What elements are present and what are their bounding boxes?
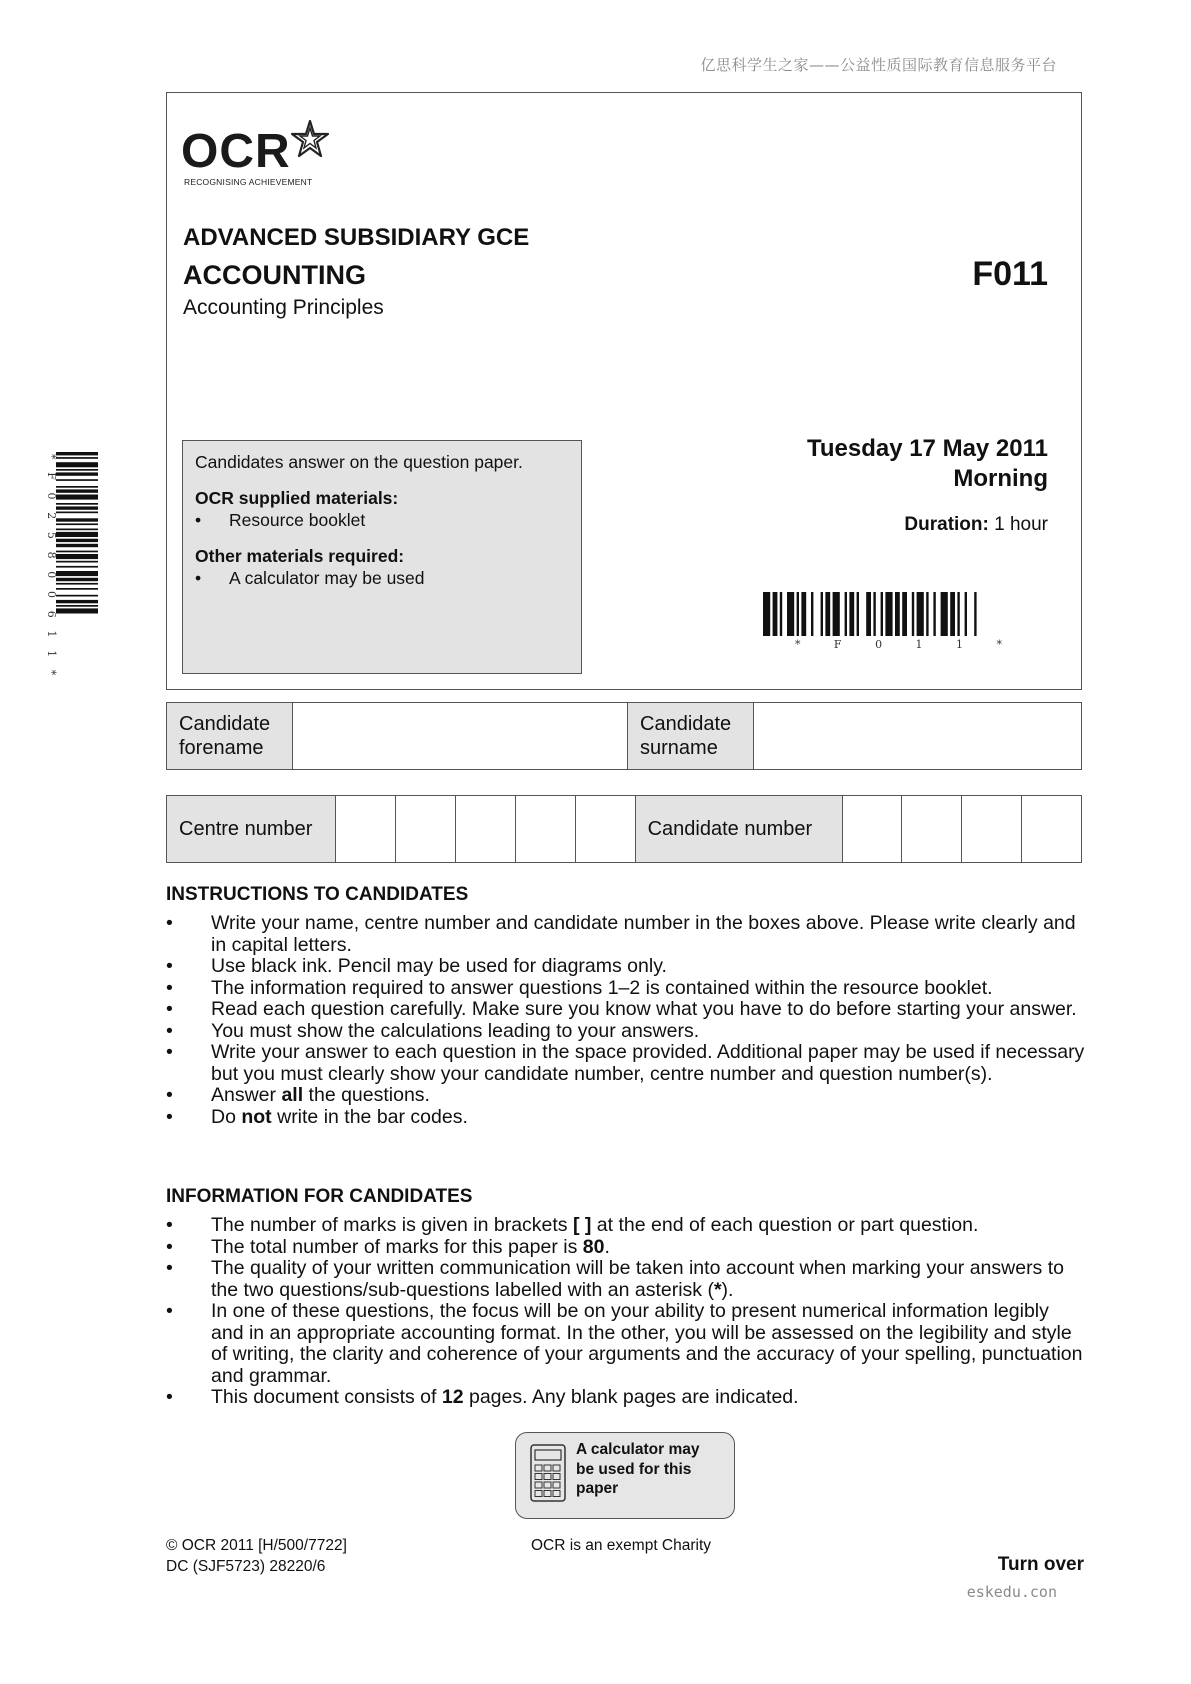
exam-date: Tuesday 17 May 2011: [806, 435, 1048, 462]
information-item: • The total number of marks for this paper is 80.: [166, 1235, 610, 1258]
right-barcode-caption: * F 0 1 1 *: [794, 638, 1018, 650]
centre-number-label: Centre number: [167, 796, 336, 863]
instruction-item: • Read each question carefully. Make sure you know what you have to do before starting your answer.: [166, 998, 1077, 1020]
star-logo-icon: [288, 118, 332, 162]
calculator-icon: [530, 1444, 566, 1502]
instruction-item: • Write your name, centre number and candidate number in the boxes above. Please write clearly and in capital letters.: [166, 912, 1076, 956]
information-item: • This document consists of 12 pages. Any blank pages are indicated.: [166, 1386, 799, 1408]
candidate-number-box[interactable]: [902, 796, 962, 863]
barcode-left-icon: [40, 452, 100, 682]
materials-box: [182, 440, 582, 674]
candidate-number-box[interactable]: [962, 796, 1022, 863]
forename-field[interactable]: [293, 703, 628, 770]
instructions-heading: INSTRUCTIONS TO CANDIDATES: [166, 884, 469, 905]
qualification-title: ADVANCED SUBSIDIARY GCE: [183, 224, 530, 251]
left-barcode-caption: * F 0 2 5 8 0 0 6 1 1 *: [45, 454, 58, 680]
candidate-number-table: [166, 795, 1082, 863]
calculator-notice-text: A calculator may be used for this paper: [576, 1441, 700, 1497]
instruction-item: • Use black ink. Pencil may be used for diagrams only.: [166, 955, 667, 977]
exam-session: Morning: [953, 465, 1048, 492]
barcode-right-icon: [763, 592, 1049, 650]
centre-number-box[interactable]: [515, 796, 575, 863]
centre-number-box[interactable]: [456, 796, 516, 863]
instruction-item: • The information required to answer questions 1–2 is contained within the resource booklet.: [166, 976, 993, 999]
information-item: • In one of these questions, the focus will be on your ability to present numerical information legibly and in an appropriate accounting format. In the other, you will be assessed on the legibility and style of writing, the clarity and coherence of your arguments and the accuracy of your spelling, punctuation and grammar.: [166, 1300, 1083, 1387]
answer-note: Candidates answer on the question paper.: [195, 452, 523, 472]
instructions-list: [166, 913, 1086, 1128]
other-item: • A calculator may be used: [195, 567, 569, 589]
centre-number-box[interactable]: [575, 796, 635, 863]
watermark-bottom: eskedu.con: [966, 1583, 1057, 1601]
surname-field[interactable]: [754, 703, 1082, 770]
supplied-item: • Resource booklet: [195, 509, 569, 531]
component-title: Accounting Principles: [183, 296, 384, 319]
centre-number-box[interactable]: [396, 796, 456, 863]
candidate-number-label: Candidate number: [635, 796, 842, 863]
exam-duration: Duration: 1 hour: [904, 514, 1048, 535]
instruction-item: • You must show the calculations leading to your answers.: [166, 1019, 700, 1042]
ocr-logo: OCR: [181, 125, 291, 178]
exam-date-block: [807, 434, 1048, 536]
other-heading: Other materials required:: [195, 546, 405, 566]
information-item: • The number of marks is given in brackets [ ] at the end of each question or part question.: [166, 1214, 979, 1236]
logo-tagline: RECOGNISING ACHIEVEMENT: [184, 177, 313, 187]
information-item: • The quality of your written communication will be taken into account when marking your answers to the two questions/sub-questions labelled with an asterisk (*).: [166, 1257, 1064, 1301]
supplied-heading: OCR supplied materials:: [195, 488, 399, 508]
candidate-number-box[interactable]: [1022, 796, 1082, 863]
paper-code: F011: [972, 255, 1048, 293]
instruction-item: • Answer all the questions.: [166, 1084, 430, 1106]
candidate-number-box[interactable]: [842, 796, 902, 863]
instruction-item: • Do not write in the bar codes.: [166, 1105, 468, 1128]
forename-label: Candidate forename: [167, 703, 293, 770]
watermark-top: 亿思科学生之家——公益性质国际教育信息服务平台: [700, 56, 1057, 74]
footer-charity: OCR is an exempt Charity: [531, 1537, 712, 1554]
instruction-item: • Write your answer to each question in the space provided. Additional paper may be used if necessary but you must clearly show your candidate number, centre number and question number(s).: [166, 1041, 1085, 1085]
information-heading: INFORMATION FOR CANDIDATES: [166, 1186, 473, 1207]
turn-over: Turn over: [997, 1554, 1084, 1575]
surname-label: Candidate surname: [628, 703, 754, 770]
subject-title: ACCOUNTING: [183, 260, 366, 290]
footer-copyright: © OCR 2011 [H/500/7722] DC (SJF5723) 28220/6: [166, 1537, 347, 1575]
candidate-name-table: [166, 702, 1082, 770]
centre-number-box[interactable]: [336, 796, 396, 863]
information-list: [166, 1215, 1086, 1409]
